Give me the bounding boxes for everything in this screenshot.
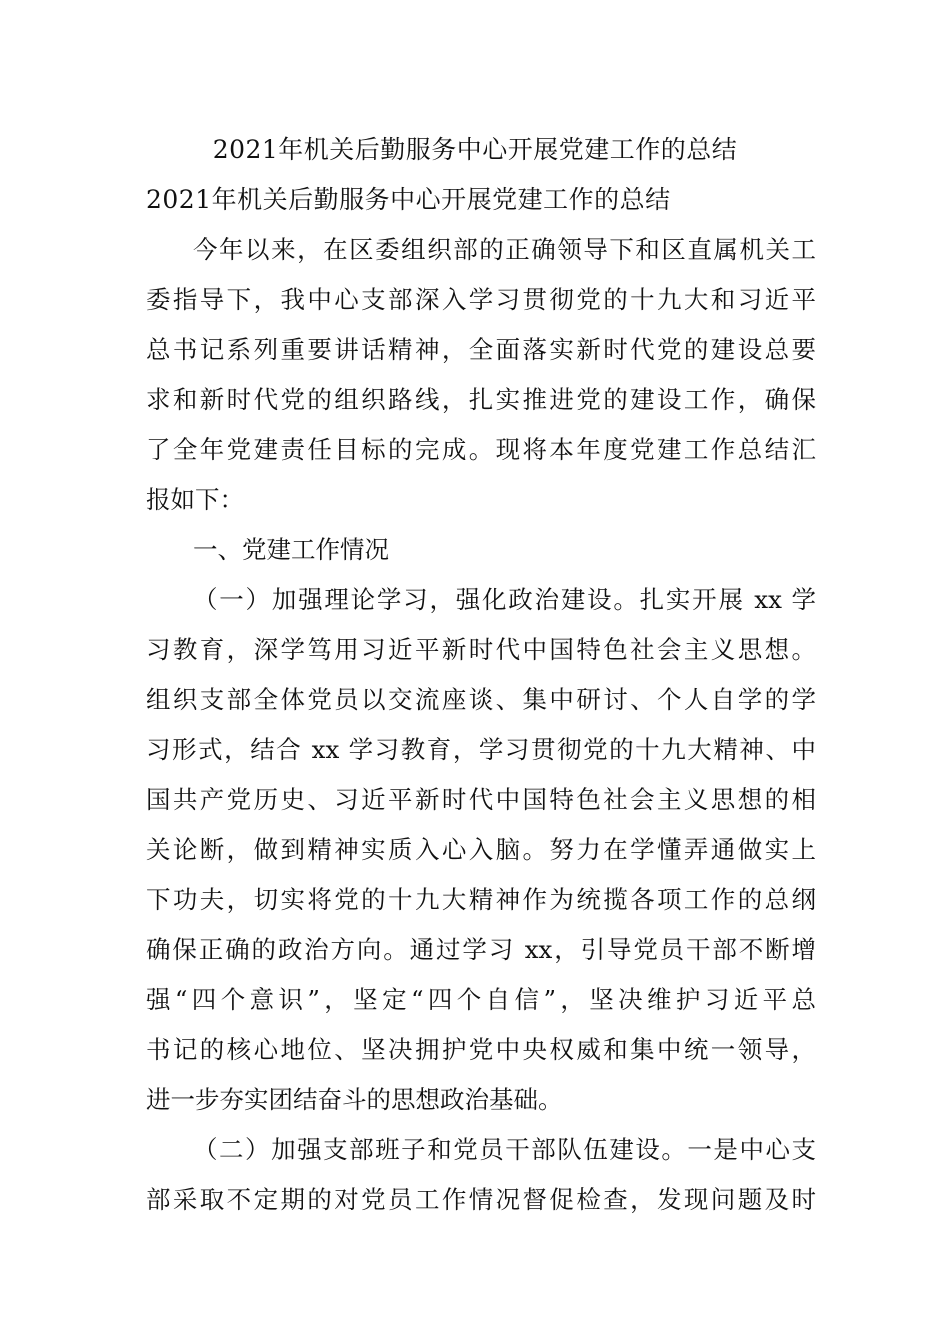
paragraph-line: （一）加强理论学习，强化政治建设。扎实开展 xx 学	[193, 585, 816, 614]
paragraph-line: 组织支部全体党员以交流座谈、集中研讨、个人自学的学	[146, 685, 816, 714]
paragraph-line: 部采取不定期的对党员工作情况督促检查，发现问题及时	[146, 1185, 816, 1214]
paragraph-line: 关论断，做到精神实质入心入脑。努力在学懂弄通做实上	[146, 835, 816, 864]
paragraph-line: 进一步夯实团结奋斗的思想政治基础。	[146, 1085, 563, 1114]
paragraph-line: 国共产党历史、习近平新时代中国特色社会主义思想的相	[146, 785, 816, 814]
paragraph-line: （二）加强支部班子和党员干部队伍建设。一是中心支	[193, 1135, 816, 1164]
paragraph-line: 求和新时代党的组织路线，扎实推进党的建设工作，确保	[146, 385, 816, 414]
paragraph-line: 确保正确的政治方向。通过学习 xx，引导党员干部不断增	[146, 935, 816, 964]
paragraph-line: 报如下：	[146, 485, 244, 514]
paragraph-line: 今年以来，在区委组织部的正确领导下和区直属机关工	[193, 235, 816, 264]
paragraph-line: 习形式，结合 xx 学习教育，学习贯彻党的十九大精神、中	[146, 735, 816, 764]
paragraph-line: 习教育，深学笃用习近平新时代中国特色社会主义思想。	[146, 635, 816, 664]
document-title: 2021年机关后勤服务中心开展党建工作的总结	[212, 135, 738, 164]
paragraph-line: 总书记系列重要讲话精神，全面落实新时代党的建设总要	[146, 335, 816, 364]
paragraph-line: 强“四个意识”，坚定“四个自信”，坚决维护习近平总	[146, 985, 816, 1014]
paragraph-line: 委指导下，我中心支部深入学习贯彻党的十九大和习近平	[146, 285, 816, 314]
paragraph-line: 下功夫，切实将党的十九大精神作为统揽各项工作的总纲	[146, 885, 816, 914]
paragraph-line: 书记的核心地位、坚决拥护党中央权威和集中统一领导，	[146, 1035, 816, 1064]
paragraph-line: 了全年党建责任目标的完成。现将本年度党建工作总结汇	[146, 435, 816, 464]
section-heading: 一、党建工作情况	[193, 535, 389, 564]
document-subtitle: 2021年机关后勤服务中心开展党建工作的总结	[146, 185, 671, 214]
